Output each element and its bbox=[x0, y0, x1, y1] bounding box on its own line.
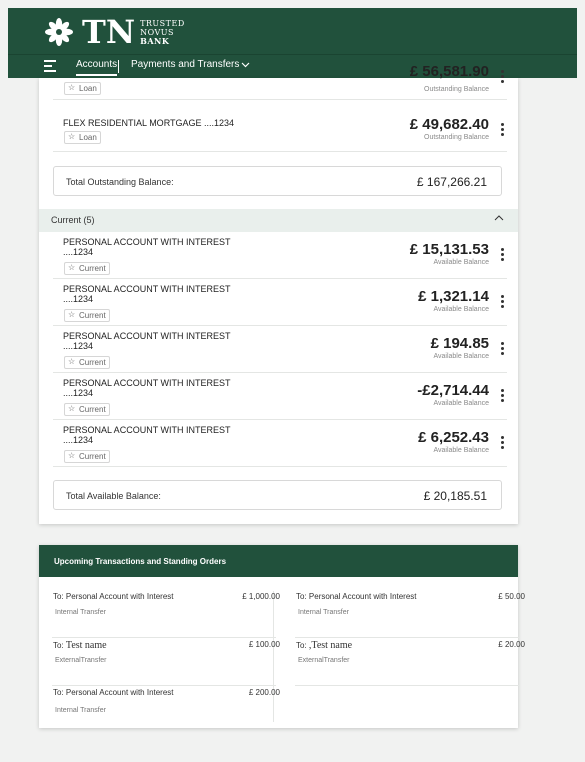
upcoming-title: Upcoming Transactions and Standing Orders bbox=[54, 557, 227, 566]
account-name-line-2: ....1234 bbox=[63, 341, 94, 351]
more-options-icon[interactable] bbox=[497, 295, 507, 309]
recipient: To: Test name bbox=[53, 640, 107, 651]
upcoming-transactions-card bbox=[39, 545, 525, 728]
available-balance-amount: £ 194.85 bbox=[430, 335, 489, 352]
outstanding-balance-label: Outstanding Balance bbox=[424, 86, 489, 93]
account-name-line-2: ....1234 bbox=[63, 294, 94, 304]
logo-line-1: TRUSTED bbox=[140, 18, 185, 28]
transfer-amount: £ 200.00 bbox=[248, 688, 280, 697]
logo-line-3: BANK bbox=[140, 35, 170, 46]
more-options-icon[interactable] bbox=[497, 123, 507, 137]
available-balance-amount: £ 15,131.53 bbox=[409, 241, 489, 258]
available-balance-label: Available Balance bbox=[433, 447, 489, 454]
upcoming-item[interactable] bbox=[52, 637, 280, 686]
section-title: Current (5) bbox=[51, 215, 95, 225]
transfer-amount: £ 50.00 bbox=[498, 592, 525, 601]
logo-wordmark bbox=[140, 19, 185, 46]
account-tag: ☆ Current bbox=[64, 262, 110, 275]
account-tag: ☆ Loan bbox=[64, 131, 101, 144]
total-outstanding-value: £ 167,266.21 bbox=[416, 175, 487, 189]
transfer-type: Internal Transfer bbox=[55, 707, 106, 714]
star-icon[interactable]: ☆ bbox=[68, 451, 76, 460]
transfer-amount: £ 100.00 bbox=[248, 640, 280, 649]
total-available-value: £ 20,185.51 bbox=[423, 489, 487, 503]
account-name-line-1: PERSONAL ACCOUNT WITH INTEREST bbox=[63, 425, 231, 435]
outstanding-balance-amount: £ 49,682.40 bbox=[409, 116, 489, 133]
more-options-icon[interactable] bbox=[497, 436, 507, 450]
star-icon[interactable]: ☆ bbox=[68, 263, 76, 272]
account-tag: ☆ Current bbox=[64, 403, 110, 416]
account-tag: ☆ Current bbox=[64, 450, 110, 463]
account-row-current[interactable] bbox=[53, 373, 507, 420]
upcoming-header bbox=[39, 545, 518, 577]
account-row-current[interactable] bbox=[53, 232, 507, 279]
star-icon[interactable]: ☆ bbox=[68, 357, 76, 366]
available-balance-label: Available Balance bbox=[433, 353, 489, 360]
account-tag: ☆ Current bbox=[64, 309, 110, 322]
star-icon[interactable]: ☆ bbox=[68, 404, 76, 413]
account-row-mortgage[interactable] bbox=[53, 100, 507, 152]
recipient: To: ,Test name bbox=[296, 640, 353, 651]
nav-tab-accounts[interactable]: Accounts bbox=[76, 59, 117, 76]
total-outstanding-label: Total Outstanding Balance: bbox=[66, 177, 174, 187]
more-options-icon[interactable] bbox=[497, 342, 507, 356]
total-available-label: Total Available Balance: bbox=[66, 491, 161, 501]
account-row-current[interactable] bbox=[53, 420, 507, 467]
available-balance-label: Available Balance bbox=[433, 259, 489, 266]
available-balance-amount: -£2,714.44 bbox=[417, 382, 489, 399]
recipient: To: Personal Account with Interest bbox=[53, 688, 174, 697]
available-balance-amount: £ 1,321.14 bbox=[418, 288, 489, 305]
star-icon[interactable]: ☆ bbox=[68, 310, 76, 319]
more-options-icon[interactable] bbox=[497, 70, 507, 84]
account-name: FLEX RESIDENTIAL MORTGAGE ....1234 bbox=[63, 118, 235, 128]
upcoming-item[interactable] bbox=[295, 637, 525, 686]
account-name-line-2: ....1234 bbox=[63, 247, 94, 257]
account-row-current[interactable] bbox=[53, 279, 507, 326]
chevron-up-icon[interactable] bbox=[494, 213, 504, 223]
outstanding-balance-amount: £ 56,581.90 bbox=[409, 63, 489, 80]
upcoming-item[interactable] bbox=[52, 589, 280, 638]
available-balance-amount: £ 6,252.43 bbox=[418, 429, 489, 446]
more-options-icon[interactable] bbox=[497, 248, 507, 262]
account-name-line-1: PERSONAL ACCOUNT WITH INTEREST bbox=[63, 331, 231, 341]
account-tag: ☆ Current bbox=[64, 356, 110, 369]
account-name-line-1: PERSONAL ACCOUNT WITH INTEREST bbox=[63, 378, 231, 388]
logo-flower-icon bbox=[44, 17, 74, 47]
bank-logo[interactable] bbox=[44, 12, 185, 52]
total-available-box bbox=[53, 480, 502, 510]
logo-initials: TN bbox=[82, 13, 136, 51]
account-name-line-2: ....1234 bbox=[63, 435, 94, 445]
outstanding-balance-label: Outstanding Balance bbox=[424, 134, 489, 141]
account-name-line-1: PERSONAL ACCOUNT WITH INTEREST bbox=[63, 237, 231, 247]
total-outstanding-box bbox=[53, 166, 502, 196]
more-options-icon[interactable] bbox=[497, 389, 507, 403]
account-name-line-1: PERSONAL ACCOUNT WITH INTEREST bbox=[63, 284, 231, 294]
available-balance-label: Available Balance bbox=[433, 306, 489, 313]
logo-line-2: NOVUS bbox=[140, 27, 174, 37]
upcoming-item[interactable] bbox=[52, 685, 280, 734]
transfer-type: Internal Transfer bbox=[55, 609, 106, 616]
recipient: To: Personal Account with Interest bbox=[53, 592, 174, 601]
available-balance-label: Available Balance bbox=[433, 400, 489, 407]
upcoming-item[interactable] bbox=[295, 589, 525, 638]
transfer-amount: £ 1,000.00 bbox=[242, 592, 280, 601]
account-tag: ☆ Loan bbox=[64, 82, 101, 95]
nav-tab-payments-and-transfers[interactable]: Payments and Transfers bbox=[131, 59, 240, 70]
transfer-type: ExternalTransfer bbox=[298, 657, 350, 664]
star-icon[interactable]: ☆ bbox=[68, 83, 76, 92]
account-row-current[interactable] bbox=[53, 326, 507, 373]
recipient: To: Personal Account with Interest bbox=[296, 592, 417, 601]
transfer-type: Internal Transfer bbox=[298, 609, 349, 616]
star-icon[interactable]: ☆ bbox=[68, 132, 76, 141]
transfer-type: ExternalTransfer bbox=[55, 657, 107, 664]
current-section-header[interactable] bbox=[39, 209, 518, 232]
transfer-amount: £ 20.00 bbox=[498, 640, 525, 649]
account-name-line-2: ....1234 bbox=[63, 388, 94, 398]
